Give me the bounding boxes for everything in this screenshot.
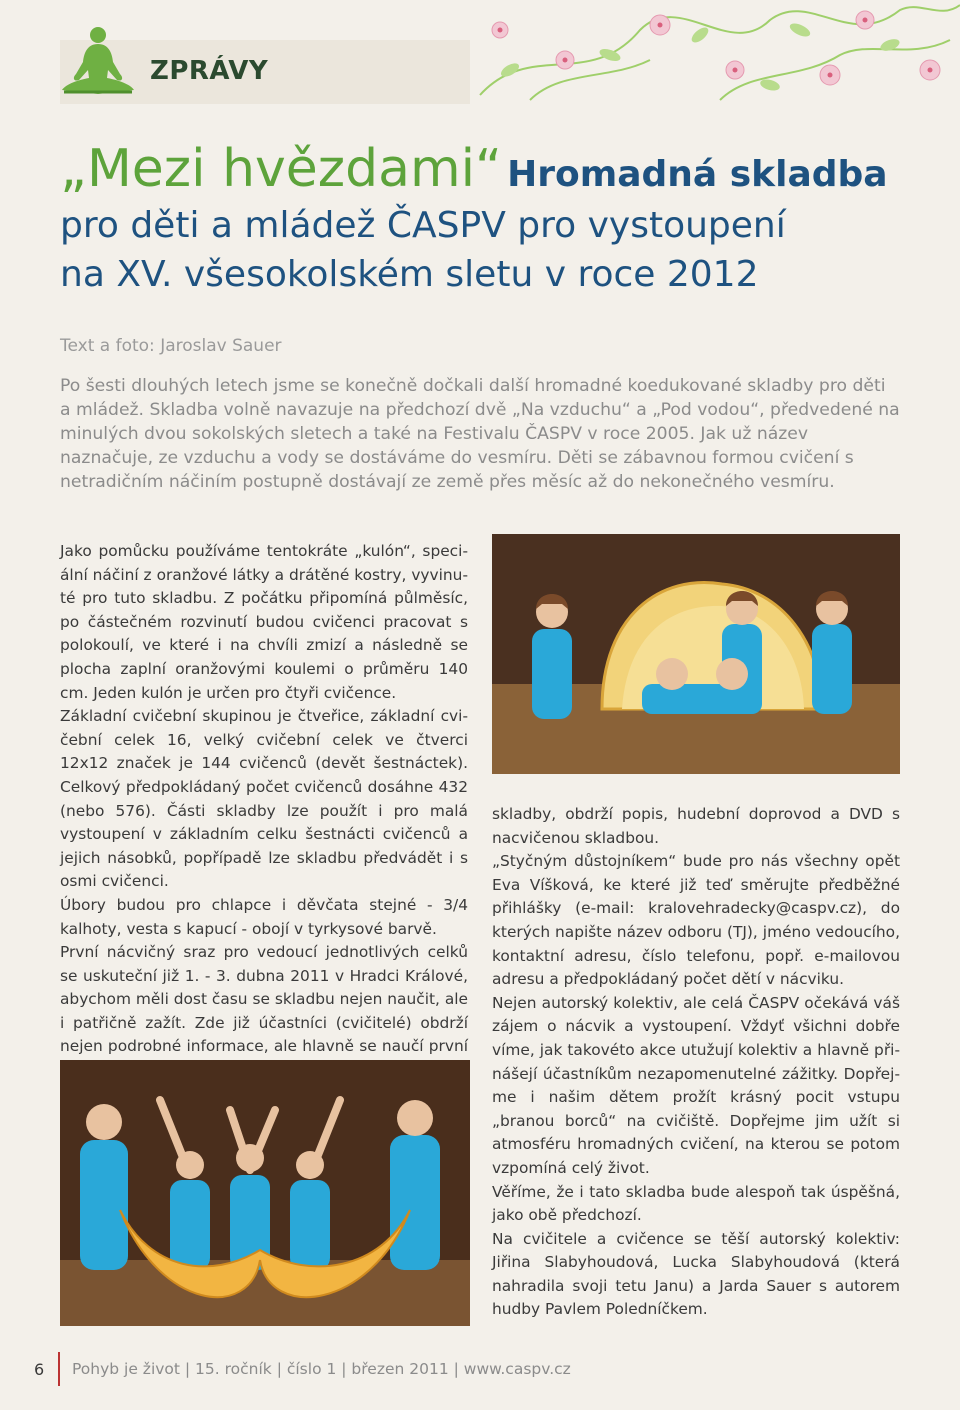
paragraph: Jako pomůcku používáme tentokráte „kulón“, speciální náčiní z oranžové látky a drátěné kostry, vyvinuté pro tuto skladbu. Z počátku připomíná půlměsíc, po částečném rozvinutí budou cvičenci pracovat s polokoulí, ve které i na chvíli zmizí a následně se plocha zaplní oranžovými koulemi o průměru 140 cm. Jeden kulón je určen pro čtyři cvičence.: [60, 542, 468, 702]
paragraph: První nácvičný sraz pro vedoucí jednotlivých celků se uskuteční již 1. - 3. dubna 2011 v Hradci Králové, abychom měli dost času se skladbu nejen naučit, ale i patřičně zažít. Zde již účastníci (cvičitelé) obdrží nejen podrobné informace, ale hlavně se naučí první: [60, 943, 468, 1056]
footer-publication-info: Pohyb je život | 15. ročník | číslo 1 | březen 2011 | www.caspv.cz: [72, 1360, 571, 1378]
paragraph: skladby, obdrží popis, hudební doprovod a DVD s nacvičenou skladbou.: [492, 805, 900, 847]
left-column: [60, 540, 468, 1083]
paragraph: Úbory budou pro chlapce i děvčata stejné - 3/4 kalhoty, vesta s kapucí - obojí v tyrkysové barvě.: [60, 895, 468, 938]
article-title: [60, 140, 910, 299]
right-column: [492, 803, 900, 1322]
footer-divider: [58, 1352, 60, 1386]
photo-children-under-kulon: [492, 534, 900, 774]
section-label: ZPRÁVY: [150, 56, 269, 86]
paragraph: Na cvičitele a cvičence se těší autorský kolektiv: Jiřina Slabyhoudová, Lucka Slabyhoudová (která nahradila svoji tetu Janu) a Jarda Sauer s autorem hudby Pavlem Poledníčkem.: [492, 1229, 900, 1319]
paragraph: Základní cvičební skupinou je čtveřice, základní cvičební celek 16, velký cvičební celek ve čtverci 12x12 značek je 144 cvičenců (devět šestnáctek). Celkový předpokládaný počet cvičenců dosáhne 432 (nebo 576). Části skladby lze použít i pro malá vystoupení v základním celku šestnácti cvičenců a jejich násobků, popřípadě lze skladbu předvádět i s osmi cvičenci.: [60, 707, 468, 891]
page-header: [0, 0, 960, 105]
title-line-2: pro děti a mládež ČASPV pro vystoupení: [60, 205, 786, 247]
page-footer: [0, 1348, 960, 1388]
photo-children-with-kulon: [60, 1060, 470, 1326]
paragraph: „Styčným důstojníkem“ bude pro nás všechny opět Eva Víšková, ke které již teď směrujte předběžné přihlášky (e-mail: kralovehradecky@caspv.cz), do kterých napište název odboru (TJ), jméno vedoucího, kontaktní adresu, číslo telefonu, popř. e-mailovou adresu a předpokládaný počet dětí v nácviku.: [492, 852, 900, 989]
lead-paragraph: Po šesti dlouhých letech jsme se konečně dočkali další hromadné koedukované skladby pro děti a mládež. Skladba volně navazuje na předchozí dvě „Na vzduchu“ a „Pod vodou“, předvedené na minulých dvou sokolských sletech a také na Festivalu ČASPV v roce 2005. Jak už název naznačuje, ze vzduchu a vody se dostáváme do vesmíru. Děti se zábavnou formou cvičení s netradičním náčiním postupně dostávají ze země přes měsíc až do nekonečného vesmíru.: [60, 376, 900, 492]
title-line-3: na XV. všesokolském sletu v roce 2012: [60, 253, 759, 295]
byline: Text a foto: Jaroslav Sauer: [60, 336, 282, 356]
paragraph: Nejen autorský kolektiv, ale celá ČASPV očekává váš zájem o nácvik a vystoupení. Vždyť všichni dobře víme, jak takovéto akce utužují kolektiv a hlavně přinášejí účastníkům nezapomenutelné zážitky. Dopřejme i našim dětem prožít krásný pocit vstupu „branou borců“ na cvičiště. Dopřejme jim užít si atmosféru hromadných cvičení, na kterou se potom vzpomíná celý život.: [492, 993, 900, 1177]
yoga-figure-logo: [58, 22, 138, 97]
title-subtitle: Hromadná skladba: [507, 154, 888, 195]
floral-decoration: [470, 0, 960, 105]
title-main: „Mezi hvězdami“: [60, 139, 502, 199]
page-number: 6: [34, 1360, 45, 1379]
paragraph: Věříme, že i tato skladba bude alespoň tak úspěšná, jako obě předchozí.: [492, 1182, 900, 1225]
